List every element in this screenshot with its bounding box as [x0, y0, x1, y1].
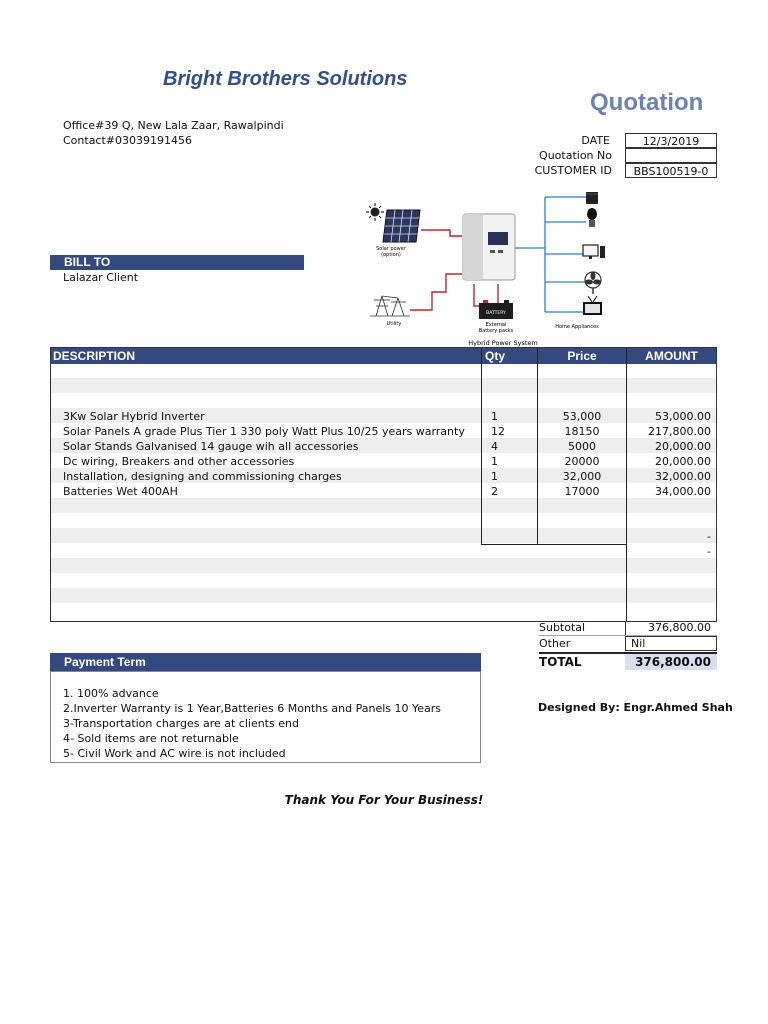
solar-panel-icon: [383, 210, 420, 242]
client-name: Lalazar Client: [63, 271, 139, 284]
solar-option-label: (option): [381, 252, 401, 258]
description-header: DESCRIPTION: [53, 349, 136, 363]
qty-price-bottom-border: [481, 544, 627, 545]
item-amount: 20,000.00: [655, 440, 711, 453]
item-price: 17000: [564, 485, 600, 498]
row-stripe: [51, 528, 716, 543]
thank-you-message: Thank You For Your Business!: [284, 793, 484, 807]
date-label: DATE: [581, 134, 610, 147]
document-title: Quotation: [590, 89, 704, 116]
subtotal-value: 376,800.00: [648, 621, 711, 634]
row-stripe: [51, 378, 716, 393]
customer-id-field: BBS100519-0: [625, 163, 717, 178]
bill-to-header: BILL TO: [50, 255, 304, 270]
item-amount: 32,000.00: [655, 470, 711, 483]
company-name: Bright Brothers Solutions: [163, 68, 408, 90]
item-description: Solar Stands Galvanised 14 gauge wih all accessories: [63, 440, 359, 453]
item-description: Batteries Wet 400AH: [63, 485, 178, 498]
utility-tower-icon: [370, 296, 410, 316]
item-description: Installation, designing and commissioning charges: [63, 470, 342, 483]
light-bulb-icon: [587, 208, 597, 227]
item-description: 3Kw Solar Hybrid Inverter: [63, 410, 205, 423]
row-stripe: [51, 558, 716, 573]
item-qty: 2: [491, 485, 498, 498]
utility-label: Utility: [386, 321, 402, 327]
fan-icon: [585, 272, 601, 294]
item-qty: 12: [491, 425, 505, 438]
subtotal-label: Subtotal: [539, 621, 586, 634]
television-icon: [583, 296, 602, 315]
hybrid-system-label: Hybrid Power System: [468, 339, 538, 347]
item-price: 5000: [568, 440, 596, 453]
refrigerator-icon: [586, 192, 598, 204]
date-field: 12/3/2019: [625, 133, 717, 148]
item-qty: 1: [491, 410, 498, 423]
total-label: TOTAL: [539, 655, 582, 669]
item-description: Solar Panels A grade Plus Tier 1 330 poly Watt Plus 10/25 years warranty: [63, 425, 465, 438]
company-address: Office#39 Q, New Lala Zaar, Rawalpindi: [63, 119, 284, 132]
payment-term-line: 5- Civil Work and AC wire is not included: [63, 747, 286, 760]
item-price: 18150: [564, 425, 600, 438]
home-appliances-label: Home Appliances: [555, 324, 599, 330]
item-price: 53,000: [562, 410, 602, 423]
item-amount: 53,000.00: [655, 410, 711, 423]
customer-id-label: CUSTOMER ID: [534, 164, 612, 177]
payment-term-line: 4- Sold items are not returnable: [63, 732, 239, 745]
item-qty: 1: [491, 455, 498, 468]
item-description: Dc wiring, Breakers and other accessories: [63, 455, 295, 468]
battery-text: BATTERY: [486, 311, 506, 316]
item-amount: 217,800.00: [648, 425, 711, 438]
payment-term-line: 1. 100% advance: [63, 687, 159, 700]
item-price: 32,000: [562, 470, 602, 483]
items-table: [50, 347, 717, 622]
battery-label-2: Battery packs: [478, 328, 514, 334]
payment-term-line: 2.Inverter Warranty is 1 Year,Batteries 6 Months and Panels 10 Years: [63, 702, 442, 715]
empty-amount-dash: -: [707, 530, 711, 543]
inverter-icon: [463, 214, 515, 280]
empty-amount-dash: -: [707, 545, 711, 558]
computer-icon: [583, 245, 605, 259]
payment-term-line: 3-Transportation charges are at clients end: [63, 717, 299, 730]
designer-credit: Designed By: Engr.Ahmed Shah: [538, 701, 733, 714]
quotation-no-label: Quotation No: [539, 149, 612, 162]
total-value: 376,800.00: [625, 654, 717, 670]
amount-header: AMOUNT: [645, 349, 698, 363]
hybrid-power-system-diagram: [362, 192, 624, 347]
other-label: Other: [539, 637, 571, 650]
item-price: 20000: [564, 455, 600, 468]
other-value: Nil: [625, 636, 717, 651]
row-stripe: [51, 588, 716, 603]
item-amount: 20,000.00: [655, 455, 711, 468]
price-header: Price: [567, 349, 597, 363]
battery-icon: [479, 300, 513, 319]
item-amount: 34,000.00: [655, 485, 711, 498]
solar-power-label: Solar power: [376, 246, 406, 252]
payment-term-header: Payment Term: [50, 653, 481, 671]
qty-header: Qty: [485, 349, 506, 363]
quotation-no-field: [625, 148, 717, 163]
company-contact: Contact#03039191456: [63, 134, 192, 147]
battery-label-1: External: [485, 322, 507, 328]
row-stripe: [51, 498, 716, 513]
item-qty: 1: [491, 470, 498, 483]
item-qty: 4: [491, 440, 498, 453]
payment-terms-box: [50, 671, 481, 763]
sun-icon: [366, 203, 384, 221]
